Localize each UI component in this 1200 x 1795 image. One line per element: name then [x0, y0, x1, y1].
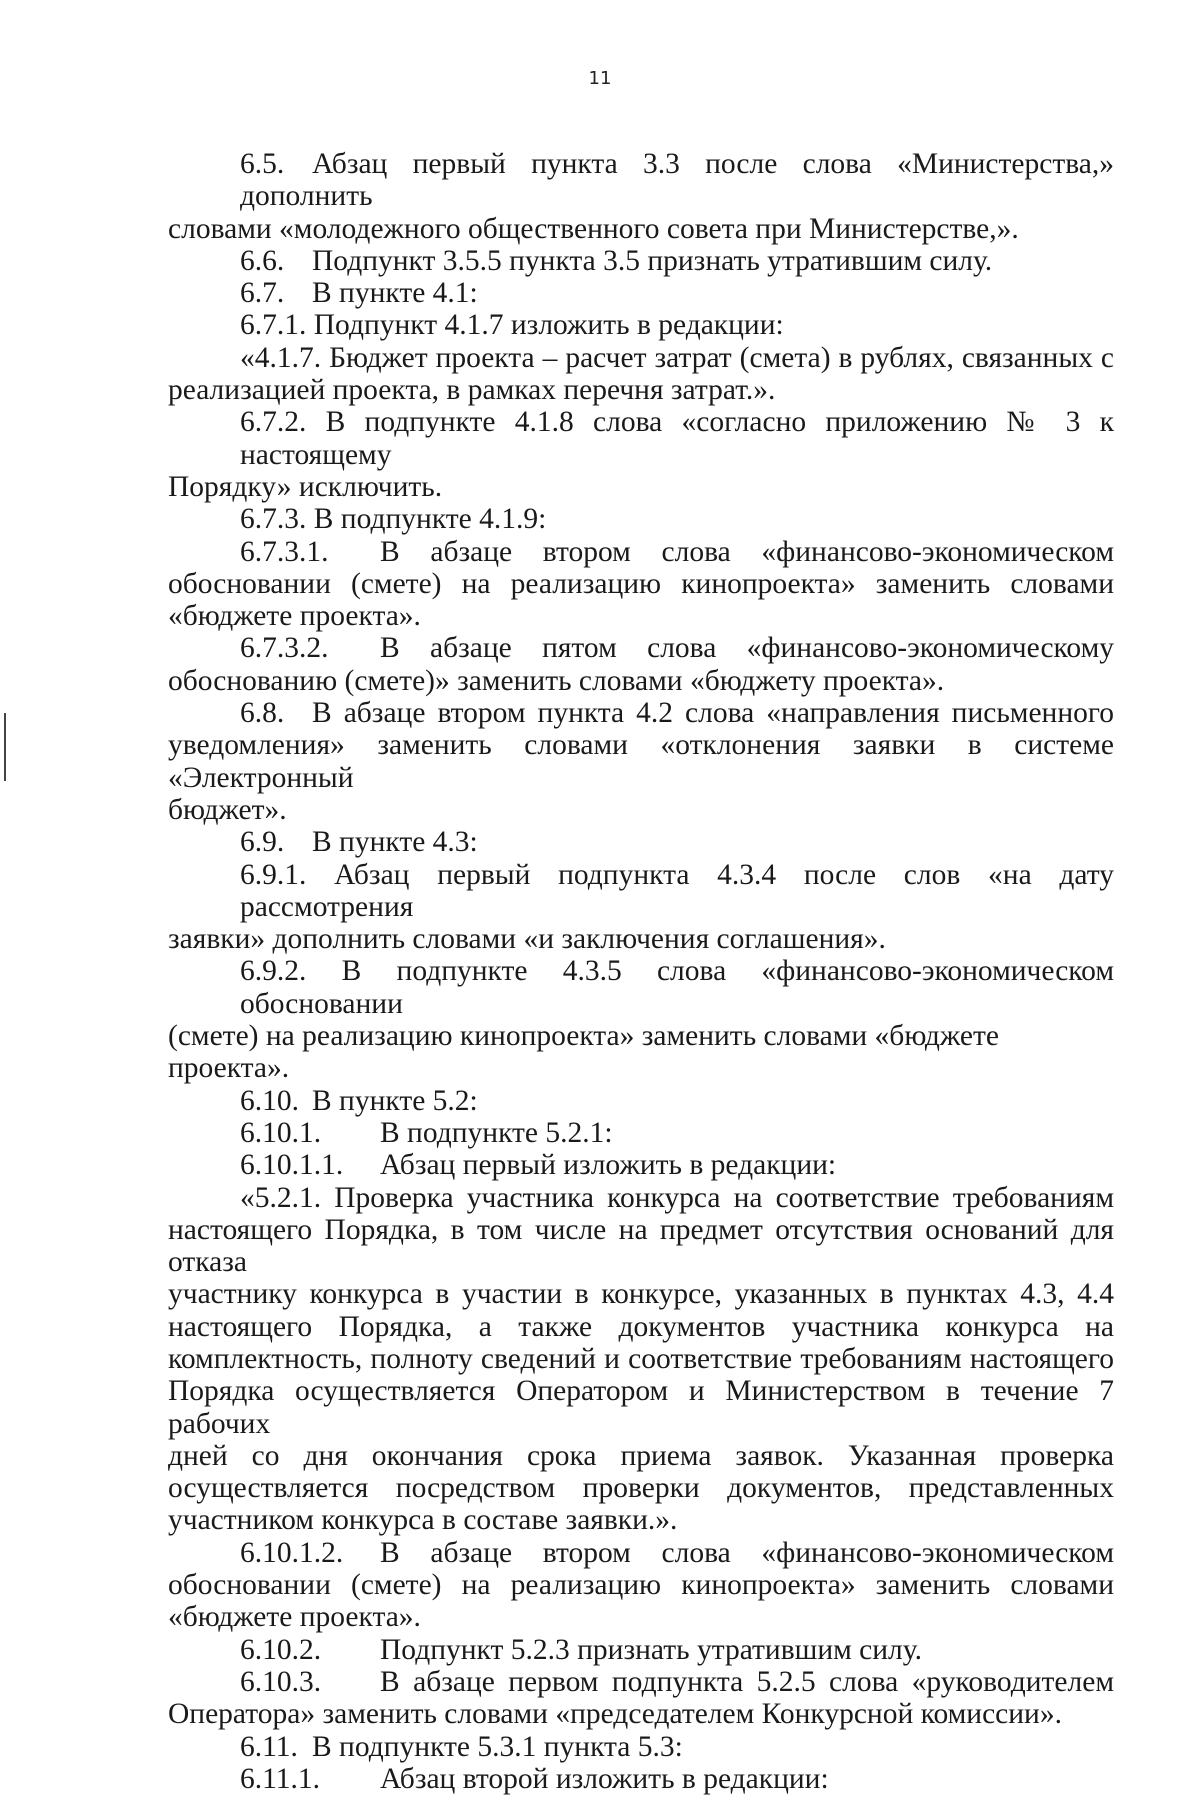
clause-number: 6.10.1.: [240, 1116, 322, 1149]
paragraph-6-6: [168, 245, 1114, 277]
clause-line: 6.9.1. Абзац первый подпункта 4.3.4 после слов «на дату рассмотрения: [240, 858, 1114, 923]
clause-text: В абзаце втором слова «финансово-экономическом: [380, 535, 1114, 568]
paragraph-6-11-1: [168, 1763, 1114, 1795]
clause-text: Подпункт 3.5.5 пункта 3.5 признать утратившим силу.: [312, 244, 993, 277]
clause-line: 6.7.2. В подпункте 4.1.8 слова «согласно приложению № 3 к настоящему: [240, 406, 1114, 471]
paragraph-6-9: [168, 826, 1114, 858]
quote-line: участнику конкурса в участии в конкурсе, указанных в пунктах 4.3, 4.4: [168, 1278, 1114, 1311]
quote-line: дней со дня окончания срока приема заявок. Указанная проверка: [168, 1439, 1114, 1472]
clause-line: уведомления» заменить словами «отклонения заявки в системе «Электронный: [168, 729, 1114, 794]
clause-continuation: (смете) на реализацию кинопроекта» заменить словами «бюджете проекта».: [168, 1020, 999, 1085]
paragraph-6-10-1-2: [168, 1537, 1114, 1634]
clause-continuation: обоснованию (смете)» заменить словами «бюджету проекта».: [168, 664, 945, 697]
clause-continuation: бюджет».: [168, 793, 287, 826]
paragraph-6-9-2: [168, 955, 1114, 1084]
quote-continuation: реализацией проекта, в рамках перечня затрат.».: [168, 374, 776, 407]
clause-continuation: заявки» дополнить словами «и заключения соглашения».: [168, 923, 886, 956]
scan-margin-mark: [4, 713, 6, 781]
clause-number: 6.7.3.1.: [240, 535, 329, 568]
clause-text: В подпункте 5.2.1:: [380, 1116, 613, 1149]
paragraph-6-5: [168, 148, 1114, 245]
clause-number: 6.11.: [240, 1730, 298, 1763]
quote-line: Порядка осуществляется Оператором и Министерством в течение 7 рабочих: [168, 1375, 1114, 1440]
clause-text: В абзаце первом подпункта 5.2.5 слова «руководителем: [380, 1665, 1114, 1698]
paragraph-6-7-3-2: [168, 632, 1114, 697]
clause-text: В подпункте 5.3.1 пункта 5.3:: [312, 1730, 683, 1763]
clause-number: 6.8.: [240, 697, 285, 730]
clause-number: 6.10.1.2.: [240, 1536, 344, 1569]
paragraph-6-7: [168, 277, 1114, 309]
paragraph-6-10-3: [168, 1666, 1114, 1731]
paragraph-6-7-1: 6.7.1. Подпункт 4.1.7 изложить в редакции:: [240, 309, 784, 342]
paragraph-6-9-1: [168, 859, 1114, 956]
clause-text: Абзац первый изложить в редакции:: [380, 1149, 837, 1182]
document-body: [168, 148, 1114, 1795]
clause-number: 6.10.2.: [240, 1633, 322, 1666]
quote-line: осуществляется посредством проверки документов, представленных: [168, 1472, 1114, 1505]
clause-continuation: Порядку» исключить.: [168, 470, 443, 503]
clause-continuation: «бюджете проекта».: [168, 600, 421, 633]
clause-number: 6.10.1.1.: [240, 1149, 344, 1182]
clause-number: 6.10.3.: [240, 1665, 322, 1698]
quote-line: комплектность, полноту сведений и соответствие требованиям настоящего: [168, 1342, 1114, 1375]
paragraph-6-8: [168, 697, 1114, 826]
clause-text: В пункте 5.2:: [312, 1084, 478, 1117]
clause-line: обосновании (смете) на реализацию кинопроекта» заменить словами: [168, 567, 1114, 600]
quote-line: настоящего Порядка, в том числе на предмет отсутствия оснований для отказа: [168, 1213, 1114, 1279]
clause-number: 6.9.: [240, 826, 285, 859]
clause-number: 6.10.: [240, 1084, 299, 1117]
paragraph-6-10-1-1: [168, 1149, 1114, 1181]
clause-continuation: словами «молодежного общественного совета при Министерстве,».: [168, 212, 1019, 245]
clause-number: 6.5.: [240, 148, 285, 180]
clause-text: Абзац второй изложить в редакции:: [380, 1762, 829, 1795]
clause-continuation: «бюджете проекта».: [168, 1601, 421, 1634]
clause-number: 6.11.1.: [240, 1762, 321, 1795]
clause-text: В абзаце втором слова «финансово-экономическом: [380, 1536, 1114, 1569]
clause-text: В абзаце втором пункта 4.2 слова «направления письменного: [312, 697, 1114, 730]
clause-text: Подпункт 5.2.3 признать утратившим силу.: [380, 1633, 922, 1666]
paragraph-6-7-3: 6.7.3. В подпункте 4.1.9:: [240, 503, 547, 536]
quote-line: участником конкурса в составе заявки.».: [168, 1504, 678, 1537]
clause-continuation: Оператора» заменить словами «председателем Конкурсной комиссии».: [168, 1698, 1062, 1731]
clause-text: В пункте 4.3:: [312, 826, 478, 859]
clause-text: В абзаце пятом слова «финансово-экономическому: [380, 632, 1114, 665]
clause-line: 6.9.2. В подпункте 4.3.5 слова «финансово-экономическом обосновании: [240, 955, 1114, 1020]
clause-text: В пункте 4.1:: [312, 277, 478, 310]
clause-number: 6.6.: [240, 244, 285, 277]
paragraph-6-10-2: [168, 1634, 1114, 1666]
clause-number: 6.7.3.2.: [240, 632, 329, 665]
quote-line: «4.1.7. Бюджет проекта – расчет затрат (смета) в рублях, связанных с: [240, 341, 1114, 374]
paragraph-6-11: [168, 1731, 1114, 1763]
quote-line: настоящего Порядка, а также документов участника конкурса на: [168, 1310, 1114, 1343]
paragraph-6-7-3-1: [168, 536, 1114, 633]
paragraph-5-2-1-quote: [168, 1182, 1114, 1537]
quote-line: «5.2.1. Проверка участника конкурса на соответствие требованиям: [240, 1181, 1114, 1214]
clause-line: обосновании (смете) на реализацию кинопроекта» заменить словами: [168, 1569, 1114, 1602]
paragraph-6-10-1: [168, 1117, 1114, 1149]
paragraph-6-10: [168, 1085, 1114, 1117]
page-number: 11: [588, 68, 612, 89]
clause-number: 6.7.: [240, 277, 285, 310]
clause-text: Абзац первый пункта 3.3 после слова «Министерства,» дополнить: [240, 148, 1114, 213]
paragraph-6-7-2: [168, 406, 1114, 503]
paragraph-4-1-7-quote: [168, 342, 1114, 407]
